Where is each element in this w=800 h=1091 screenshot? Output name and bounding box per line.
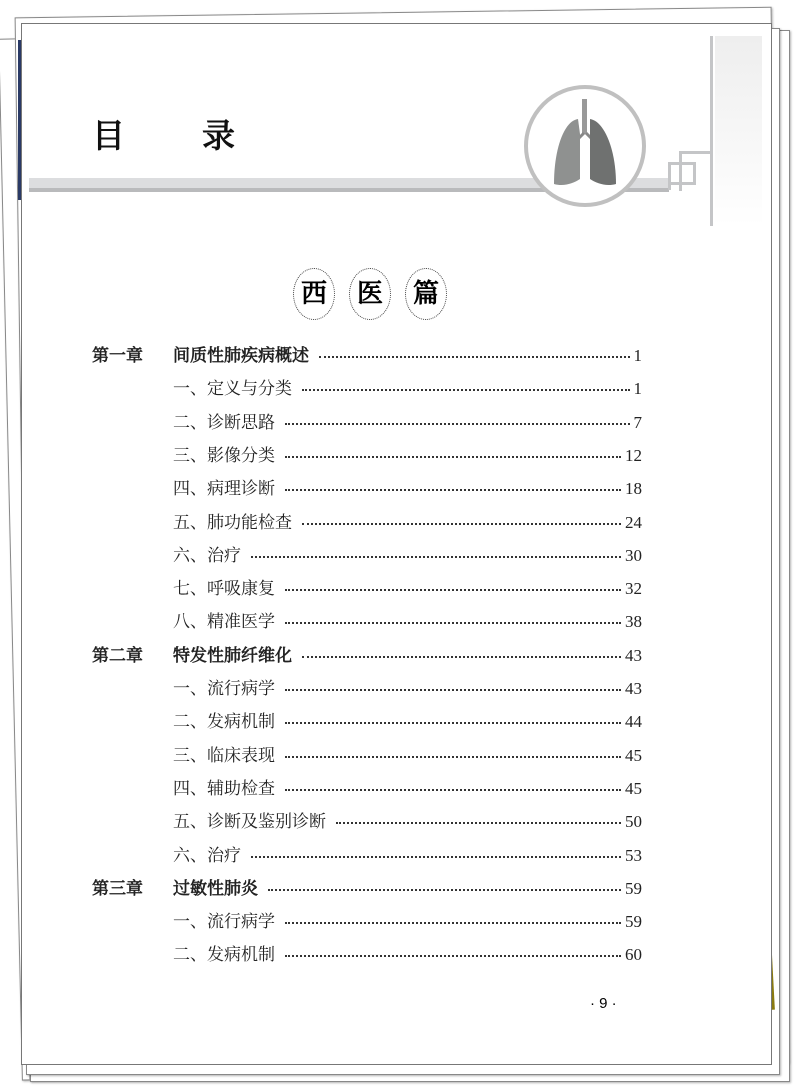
leader-dots xyxy=(285,456,621,458)
leader-dots xyxy=(302,389,630,391)
toc-item[interactable] xyxy=(92,474,642,500)
toc-label: 过敏性肺炎 xyxy=(173,878,258,899)
toc-page-number: 1 xyxy=(633,346,642,365)
page-title: 目 录 xyxy=(92,116,257,155)
leader-dots xyxy=(285,922,621,924)
toc-item[interactable] xyxy=(92,408,642,434)
leader-dots xyxy=(285,955,621,957)
chapter-number: 第一章 xyxy=(92,346,143,366)
toc-label: 间质性肺疾病概述 xyxy=(173,346,309,366)
frame-line xyxy=(682,151,712,154)
toc-label: 六、治疗 xyxy=(173,545,241,566)
toc-label: 四、辅助检查 xyxy=(173,778,275,799)
toc-chapter[interactable] xyxy=(92,641,642,667)
toc-page-number: 59 xyxy=(625,878,642,898)
toc-label: 二、诊断思路 xyxy=(173,412,275,433)
decorative-gradient xyxy=(715,36,762,226)
toc-label: 四、病理诊断 xyxy=(173,479,275,500)
toc-page-number: 30 xyxy=(625,545,642,565)
toc-page-number: 43 xyxy=(625,679,642,698)
chapter-number: 第二章 xyxy=(92,645,143,666)
frame-square xyxy=(668,162,696,185)
toc-item[interactable] xyxy=(92,574,642,600)
toc-item[interactable] xyxy=(92,508,642,534)
toc-item[interactable] xyxy=(92,741,642,767)
leader-dots xyxy=(302,656,621,658)
frame-line xyxy=(710,36,713,226)
toc-label: 六、治疗 xyxy=(173,845,241,866)
toc-page-number: 12 xyxy=(625,445,642,465)
toc-item[interactable] xyxy=(92,441,642,467)
toc-item[interactable] xyxy=(92,707,642,733)
toc-label: 特发性肺纤维化 xyxy=(173,645,292,666)
toc-page-number: 18 xyxy=(625,479,642,499)
lungs-emblem xyxy=(524,85,646,207)
toc-label: 七、呼吸康复 xyxy=(173,579,275,600)
leader-dots xyxy=(285,489,621,491)
leader-dots xyxy=(319,356,630,358)
toc-page-number: 45 xyxy=(625,745,642,765)
toc-page-number: 32 xyxy=(625,579,642,599)
section-char: 西 xyxy=(293,268,335,320)
section-char: 医 xyxy=(349,268,391,320)
leader-dots xyxy=(251,856,621,858)
leader-dots xyxy=(251,556,621,558)
toc-label: 三、临床表现 xyxy=(173,745,275,766)
leader-dots xyxy=(302,523,621,525)
toc-label: 五、诊断及鉴别诊断 xyxy=(173,812,326,833)
section-heading xyxy=(0,268,740,320)
leader-dots xyxy=(268,889,621,891)
toc-item[interactable] xyxy=(92,674,642,700)
leader-dots xyxy=(285,689,621,691)
toc-item[interactable] xyxy=(92,541,642,567)
toc-item[interactable] xyxy=(92,607,642,633)
toc-page-number: 24 xyxy=(625,512,642,532)
toc-label: 一、流行病学 xyxy=(173,912,275,933)
leader-dots xyxy=(285,423,630,425)
toc-page-number: 1 xyxy=(633,379,642,399)
toc-page-number: 53 xyxy=(625,845,642,865)
toc-page-number: 45 xyxy=(625,778,642,798)
toc-item[interactable] xyxy=(92,774,642,800)
toc-label: 二、发病机制 xyxy=(173,712,275,733)
toc-page-number: 44 xyxy=(625,712,642,732)
lungs-icon xyxy=(528,89,642,203)
toc-page-number: 7 xyxy=(633,412,642,432)
toc-label: 三、影像分类 xyxy=(173,445,275,466)
toc-label: 二、发病机制 xyxy=(173,945,275,966)
toc-label: 八、精准医学 xyxy=(173,612,275,633)
toc-item[interactable] xyxy=(92,841,642,867)
toc-label: 五、肺功能检查 xyxy=(173,512,292,533)
chapter-number: 第三章 xyxy=(92,878,143,899)
toc-chapter[interactable] xyxy=(92,341,642,367)
toc-page-number: 50 xyxy=(625,812,642,832)
toc-item[interactable] xyxy=(92,940,642,966)
leader-dots xyxy=(285,722,621,724)
leader-dots xyxy=(285,756,621,758)
leader-dots xyxy=(285,589,621,591)
page-number: · 9 · xyxy=(590,995,617,1012)
toc-item[interactable] xyxy=(92,374,642,400)
toc-item[interactable] xyxy=(92,807,642,833)
toc-page-number: 43 xyxy=(625,645,642,665)
leader-dots xyxy=(336,822,621,824)
toc-label: 一、定义与分类 xyxy=(173,379,292,400)
frame-line xyxy=(668,162,671,190)
leader-dots xyxy=(285,789,621,791)
toc-label: 一、流行病学 xyxy=(173,679,275,699)
toc-item[interactable] xyxy=(92,907,642,933)
toc-chapter[interactable] xyxy=(92,874,642,900)
section-char: 篇 xyxy=(405,268,447,320)
leader-dots xyxy=(285,622,621,624)
toc-page-number: 60 xyxy=(625,945,642,965)
toc-page-number: 59 xyxy=(625,912,642,932)
toc-page-number: 38 xyxy=(625,612,642,632)
